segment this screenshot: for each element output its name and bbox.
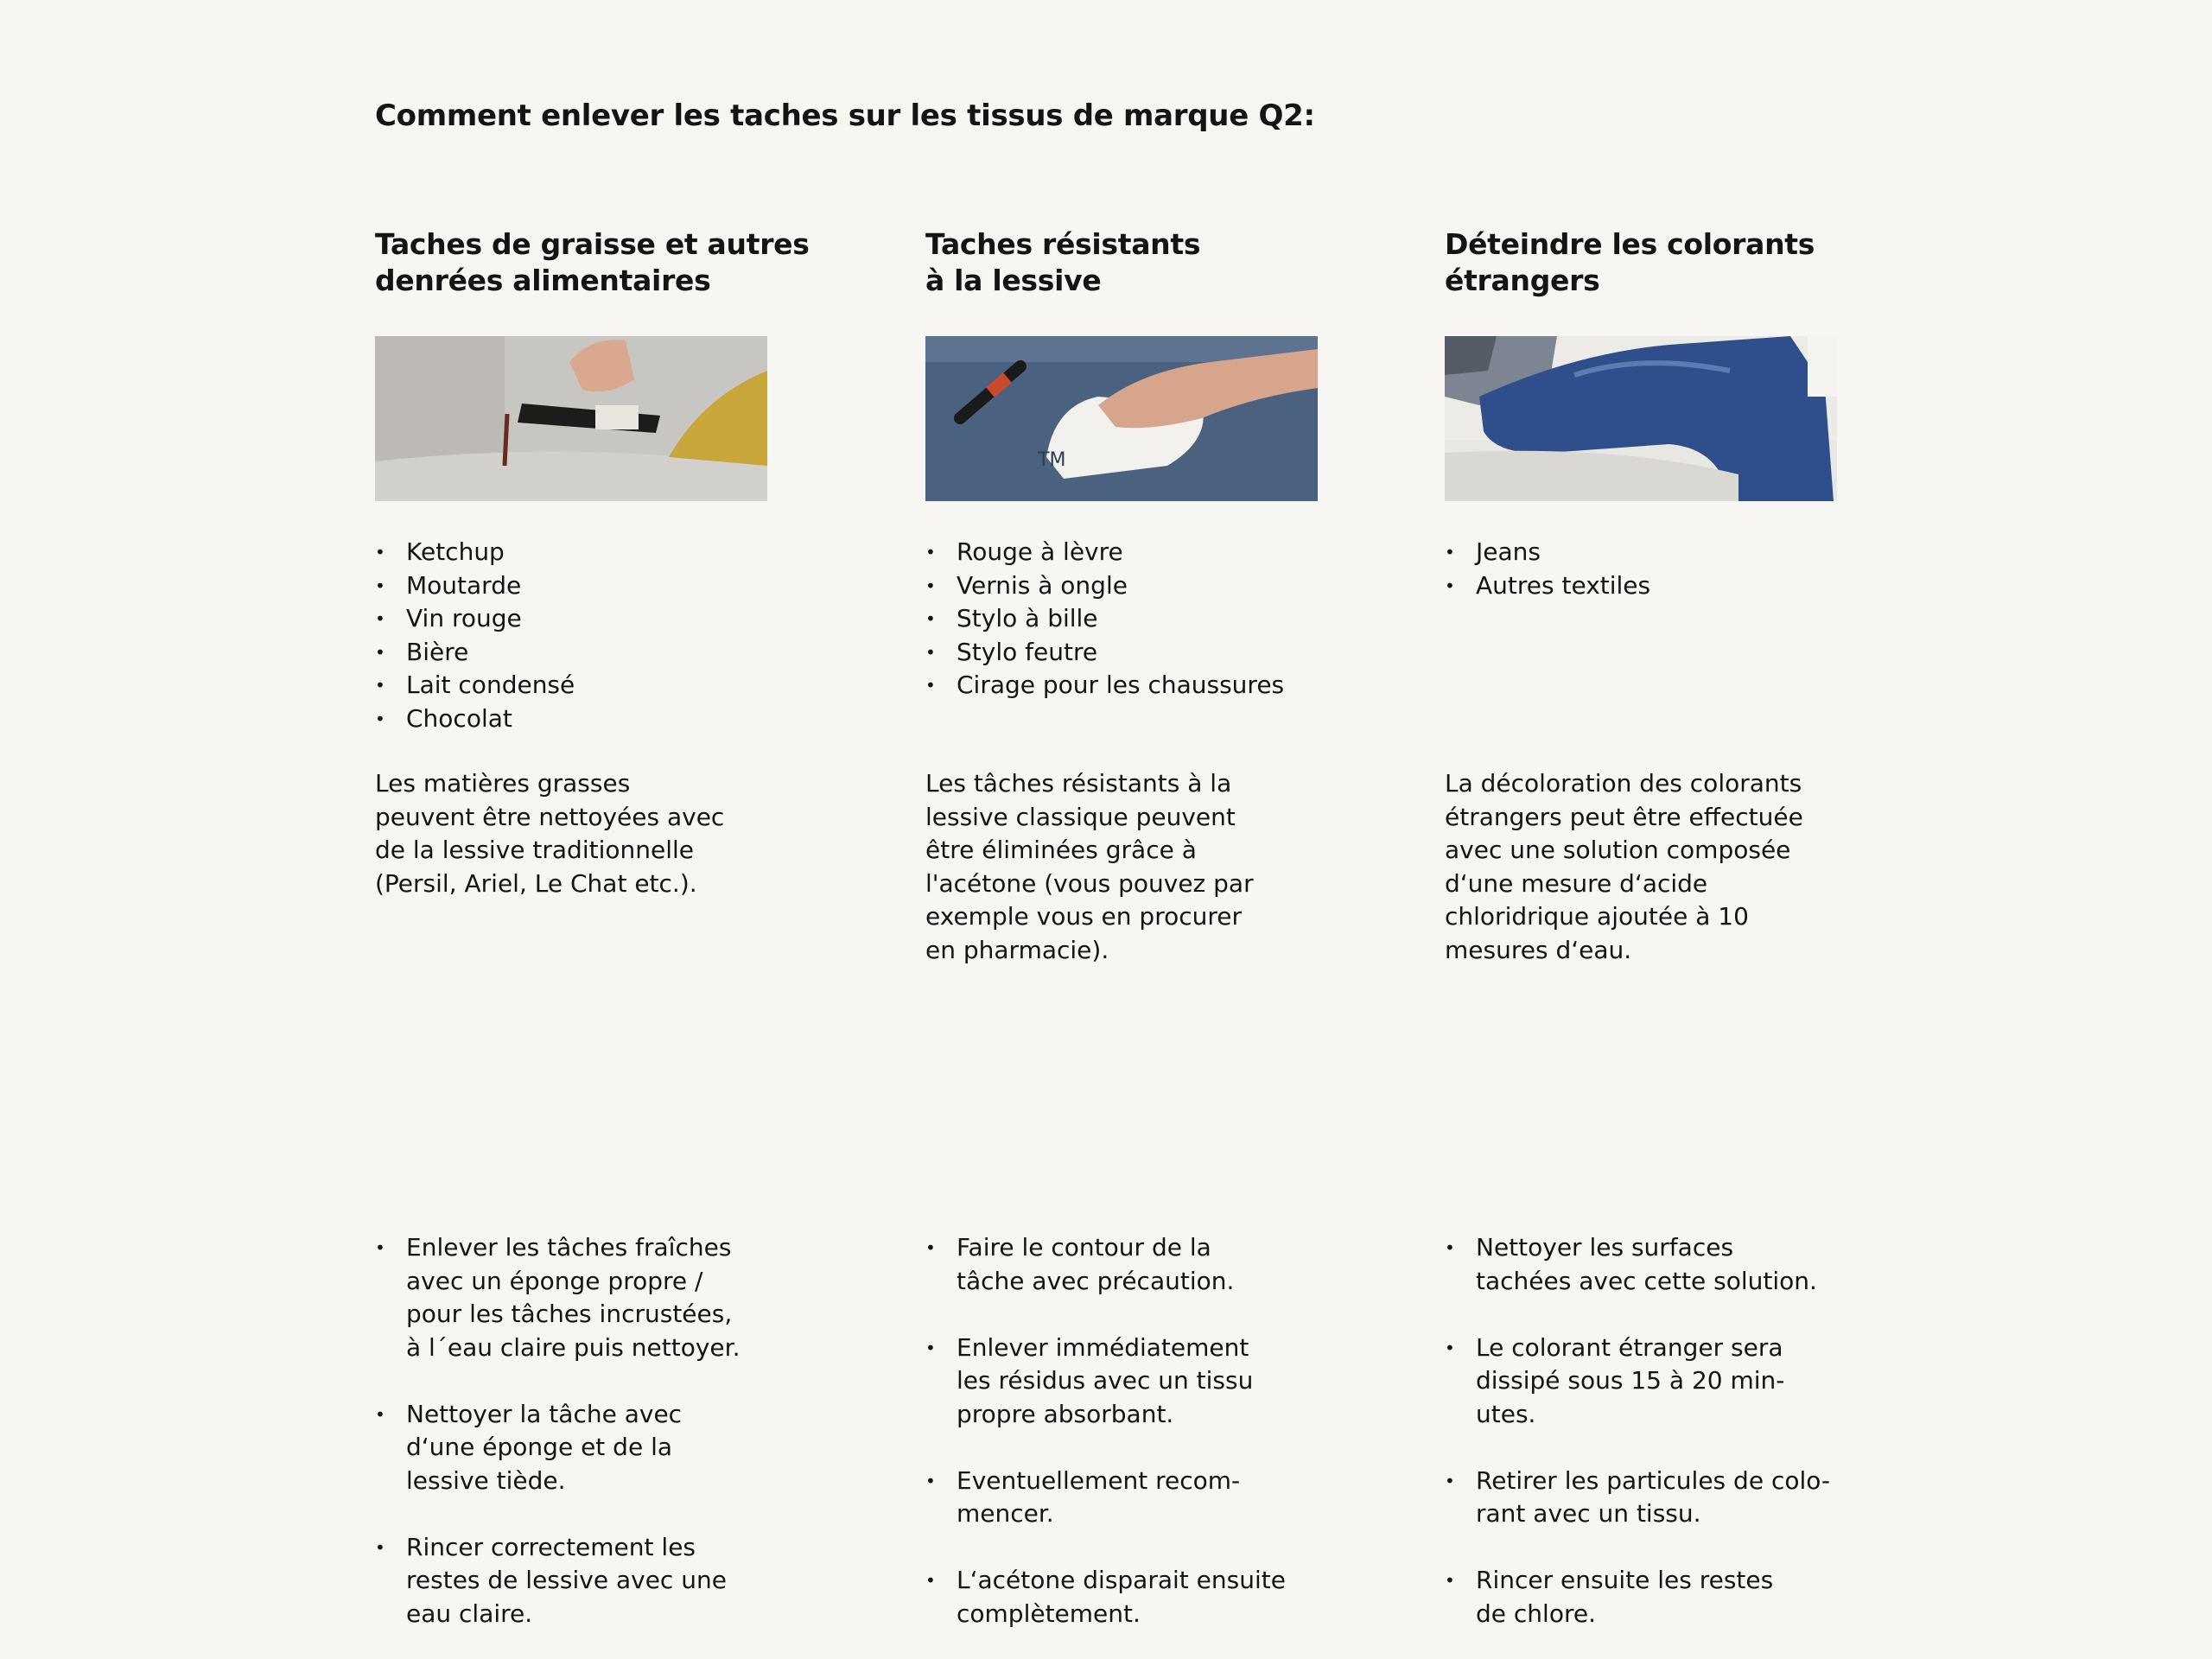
description: Les matières grasses peuvent être nettoyées avec de la lessive traditionnelle (Persil, Ariel, Le Chat etc.). xyxy=(375,769,725,898)
stain-list xyxy=(375,536,575,735)
list-item: • Jeans xyxy=(1445,536,1650,569)
page-title: Comment enlever les taches sur les tissus de marque Q2: xyxy=(375,99,1315,133)
step-list xyxy=(375,1231,741,1659)
column-dye-transfer xyxy=(1445,226,1903,1628)
step-item: • Eventuellement recom- mencer. xyxy=(925,1465,1286,1531)
column-detergent-resistant-stains xyxy=(925,226,1383,1628)
column-grease-stains xyxy=(375,226,833,1628)
description: Les tâches résistants à la lessive classique peuvent être éliminées grâce à l'acétone (vous pouvez par exemple vous en procurer en pharmacie). xyxy=(925,769,1254,964)
list-item: • Vin rouge xyxy=(375,602,575,636)
step-item: • Nettoyer la tâche avec d‘une éponge et de la lessive tiède. xyxy=(375,1398,741,1498)
list-item: • Moutarde xyxy=(375,569,575,603)
step-item: • Faire le contour de la tâche avec précaution. xyxy=(925,1231,1286,1298)
step-item: • Rincer ensuite les restes de chlore. xyxy=(1445,1564,1830,1630)
list-item: • Ketchup xyxy=(375,536,575,569)
step-item: • Retirer les particules de colo- rant avec un tissu. xyxy=(1445,1465,1830,1531)
wine-on-sofa-photo xyxy=(375,336,767,501)
list-item: • Lait condensé xyxy=(375,669,575,702)
list-item: • Rouge à lèvre xyxy=(925,536,1284,569)
step-item: • L‘acétone disparait ensuite complètement. xyxy=(925,1564,1286,1630)
stain-list xyxy=(1445,536,1650,602)
list-item: • Vernis à ongle xyxy=(925,569,1284,603)
column-heading: Déteindre les colorants étrangers xyxy=(1445,227,1815,297)
step-list xyxy=(925,1231,1286,1659)
step-item: • Enlever les tâches fraîches avec un éponge propre / pour les tâches incrustées, à l´eau claire puis nettoyer. xyxy=(375,1231,741,1364)
step-item: • Le colorant étranger sera dissipé sous 15 à 20 min- utes. xyxy=(1445,1332,1830,1432)
list-item: • Bière xyxy=(375,636,575,670)
column-heading: Taches de graisse et autres denrées alimentaires xyxy=(375,227,810,297)
step-item: • Enlever immédiatement les résidus avec un tissu propre absorbant. xyxy=(925,1332,1286,1432)
step-item: • Rincer correctement les restes de lessive avec une eau claire. xyxy=(375,1531,741,1631)
wiping-marker-stain-photo xyxy=(925,336,1318,501)
list-item: • Cirage pour les chaussures xyxy=(925,669,1284,702)
list-item: • Autres textiles xyxy=(1445,569,1650,603)
list-item: • Stylo à bille xyxy=(925,602,1284,636)
step-item: • Nettoyer les surfaces tachées avec cette solution. xyxy=(1445,1231,1830,1298)
column-heading: Taches résistants à la lessive xyxy=(925,227,1201,297)
svg-text:TM: TM xyxy=(1038,449,1066,471)
list-item: • Stylo feutre xyxy=(925,636,1284,670)
description: La décoloration des colorants étrangers peut être effectuée avec une solution composée d‘une mesure d‘acide chloridrique ajoutée à 10 mesures d‘eau. xyxy=(1445,769,1803,964)
jeans-on-sofa-photo xyxy=(1445,336,1837,501)
stain-list xyxy=(925,536,1284,702)
step-list xyxy=(1445,1231,1830,1659)
list-item: • Chocolat xyxy=(375,702,575,736)
